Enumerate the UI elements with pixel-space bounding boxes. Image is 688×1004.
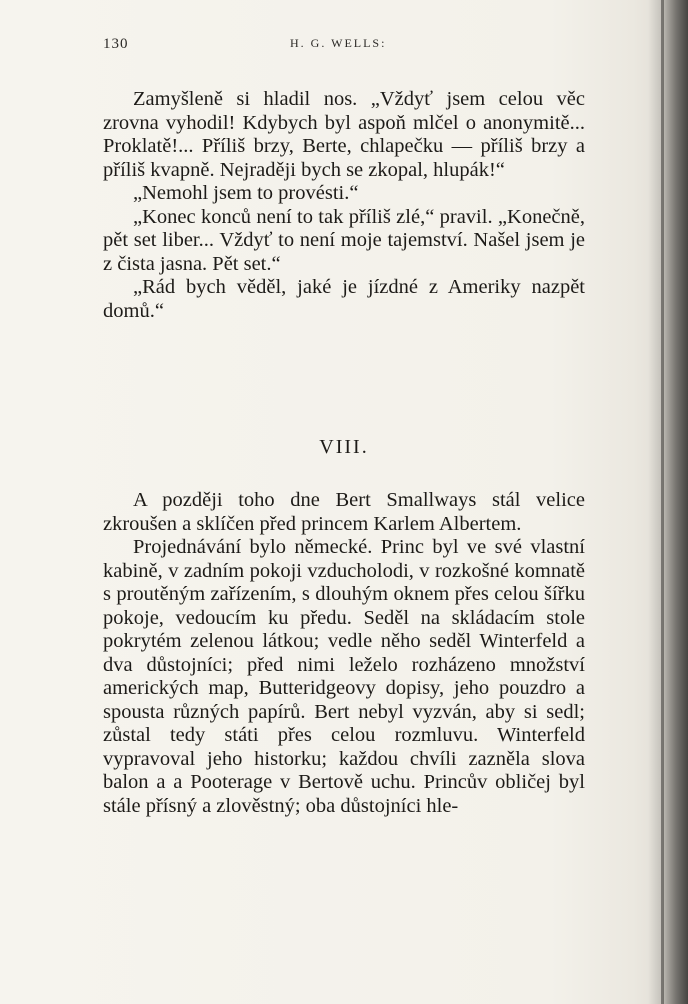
paragraph: „Konec konců není to tak příliš zlé,“ pravil. „Konečně, pět set liber... Vždyť to není moje tajemství. Našel jsem je z čista jasna. Pět set.“ (103, 205, 585, 275)
paragraph: Zamyšleně si hladil nos. „Vždyť jsem celou věc zrovna vyhodil! Kdybych byl aspoň mlčel o anonymitě... Proklatě!... Příliš brzy, Berte, chlapečku — příliš brzy a příliš kvapně. Nejraději bych se zkopal, hlupák!“ (103, 88, 585, 181)
paragraph: „Rád bych věděl, jaké je jízdné z Ameriky nazpět domů.“ (103, 276, 585, 322)
chapter-heading: VIII. (319, 436, 369, 458)
paragraph: A později toho dne Bert Smallways stál velice zkroušen a sklíčen před princem Karlem Albertem. (103, 489, 585, 535)
paragraph: „Nemohl jsem to provésti.“ (133, 182, 359, 204)
text-section-two (103, 489, 585, 818)
page-edge-line (661, 0, 664, 1004)
text-section-one (103, 88, 585, 323)
page-edge-shadow (648, 0, 688, 1004)
page-number: 130 (103, 36, 129, 52)
paragraph: Projednávání bylo německé. Princ byl ve své vlastní kabině, v zadním pokoji vzducholodi, v rozkošné komnatě s proutěným zařízením, s dlouhým oknem přes celou šířku pokoje, vedoucím ku předu. Seděl na skládacím stole pokrytém zelenou látkou; vedle něho seděl Winterfeld a dva důstojníci; před nimi leželo rozházeno množství amerických map, Butteridgeovy dopisy, jeho pouzdro a spousta různých papírů. Bert nebyl vyzván, aby si sedl; zůstal tedy státi přes celou rozmluvu. Winterfeld vypravoval jeho historku; každou chvíli zazněla slova balon a a Pooterage v Bertově uchu. Princův obličej byl stále přísný a zlověstný; oba důstojníci hle- (103, 536, 585, 817)
running-head: H. G. WELLS: (290, 36, 387, 50)
